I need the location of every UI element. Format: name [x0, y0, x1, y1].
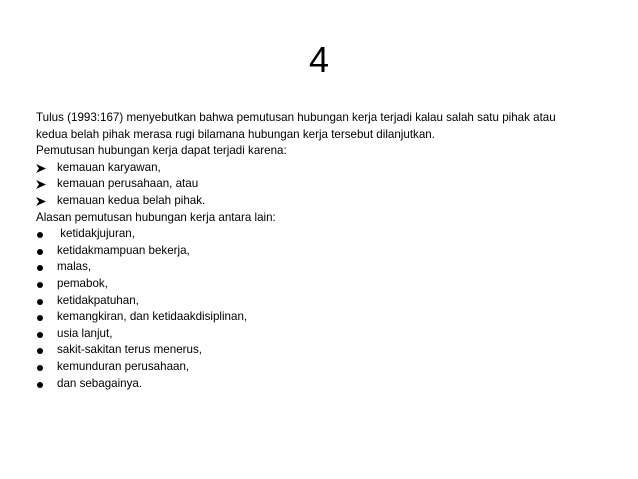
- reason-text: ketidakjujuran,: [57, 227, 135, 241]
- reason-text: dan sebagainya.: [57, 376, 143, 390]
- list-item: [36, 243, 602, 260]
- causes-list: [36, 160, 602, 210]
- list-item: [36, 226, 602, 243]
- list-item: [36, 359, 602, 376]
- arrow-bullet-icon: [36, 193, 57, 206]
- reason-text: sakit-sakitan terus menerus,: [57, 343, 202, 357]
- reasons-list: [36, 226, 602, 392]
- reasons-heading: Alasan pemutusan hubungan kerja antara lain:: [36, 210, 276, 224]
- list-item: [36, 309, 602, 326]
- reason-text: usia lanjut,: [57, 326, 113, 340]
- reason-text: kemunduran perusahaan,: [57, 359, 190, 373]
- list-item: [36, 326, 602, 343]
- round-bullet-icon: [36, 326, 57, 343]
- round-bullet-icon: [36, 376, 57, 393]
- causes-heading: Pemutusan hubungan kerja dapat terjadi karena:: [36, 144, 287, 158]
- list-item: [36, 176, 602, 193]
- round-bullet-icon: [36, 293, 57, 310]
- arrow-bullet-icon: [36, 176, 57, 189]
- cause-text: kemauan kedua belah pihak.: [57, 193, 206, 207]
- list-item: [36, 376, 602, 393]
- list-item: [36, 276, 602, 293]
- slide-body: [36, 110, 602, 392]
- reason-text: kemangkiran, dan ketidaakdisiplinan,: [57, 310, 248, 324]
- intro-line-1: Tulus (1993:167) menyebutkan bahwa pemutusan hubungan kerja terjadi kalau salah satu pihak atau: [36, 111, 556, 124]
- round-bullet-icon: [36, 276, 57, 293]
- reason-text: pemabok,: [57, 276, 108, 290]
- reason-text: ketidakpatuhan,: [57, 293, 139, 307]
- cause-text: kemauan perusahaan, atau: [57, 177, 199, 191]
- reason-text: ketidakmampuan bekerja,: [57, 243, 190, 257]
- list-item: [36, 160, 602, 177]
- arrow-bullet-icon: [36, 160, 57, 173]
- intro-line-2: kedua belah pihak merasa rugi bilamana hubungan kerja tersebut dilanjutkan.: [36, 127, 435, 141]
- reason-text: malas,: [57, 260, 92, 274]
- round-bullet-icon: [36, 226, 57, 243]
- round-bullet-icon: [36, 342, 57, 359]
- slide-title: 4: [308, 39, 330, 80]
- list-item: [36, 259, 602, 276]
- round-bullet-icon: [36, 359, 57, 376]
- cause-text: kemauan karyawan,: [57, 160, 161, 174]
- round-bullet-icon: [36, 259, 57, 276]
- list-item: [36, 193, 602, 210]
- list-item: [36, 293, 602, 310]
- list-item: [36, 342, 602, 359]
- round-bullet-icon: [36, 243, 57, 260]
- round-bullet-icon: [36, 309, 57, 326]
